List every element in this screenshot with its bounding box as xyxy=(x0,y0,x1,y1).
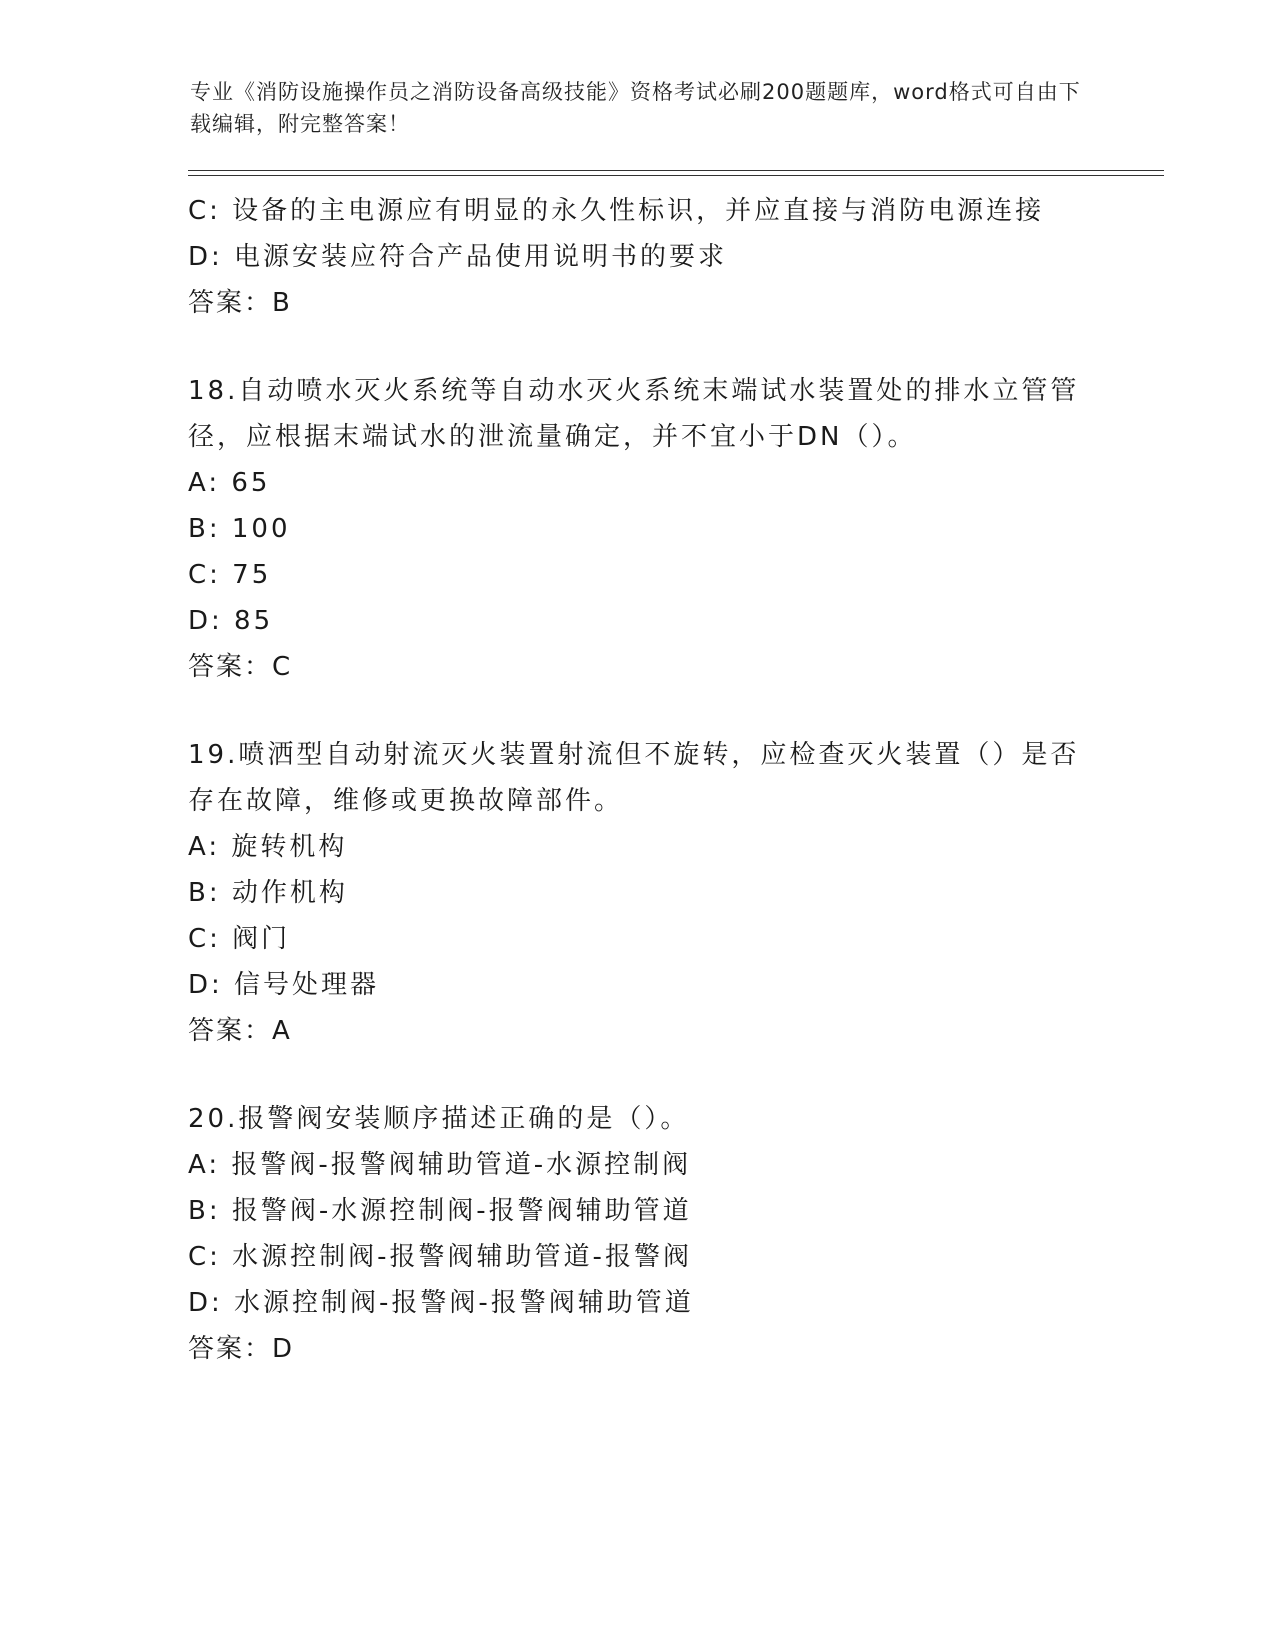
option-a: A: 65 xyxy=(188,468,271,498)
option-b: B: 报警阀-水源控制阀-报警阀辅助管道 xyxy=(188,1196,692,1226)
header-rule-top xyxy=(188,170,1164,171)
document-header: 专业《消防设施操作员之消防设备高级技能》资格考试必刷200题题库，word格式可自由下载编辑，附完整答案！ xyxy=(190,80,1081,136)
option-d: D: 信号处理器 xyxy=(188,970,380,1000)
option-d: D: 85 xyxy=(188,606,274,636)
option-b: B: 动作机构 xyxy=(188,878,348,908)
option-c: C: 设备的主电源应有明显的永久性标识，并应直接与消防电源连接 xyxy=(188,196,1045,226)
option-d: D: 水源控制阀-报警阀-报警阀辅助管道 xyxy=(188,1288,694,1318)
question-stem: 19.喷洒型自动射流灭火装置射流但不旋转，应检查灭火装置（）是否存在故障，维修或更换故障部件。 xyxy=(188,740,1080,816)
option-c: C: 阀门 xyxy=(188,924,291,954)
option-b: B: 100 xyxy=(188,514,291,544)
spacer xyxy=(188,1054,1128,1096)
spacer xyxy=(188,690,1128,732)
question-stem: 20.报警阀安装顺序描述正确的是（）。 xyxy=(188,1104,690,1134)
option-a: A: 旋转机构 xyxy=(188,832,348,862)
spacer xyxy=(188,326,1128,368)
option-c: C: 水源控制阀-报警阀辅助管道-报警阀 xyxy=(188,1242,692,1272)
answer-line: 答案：B xyxy=(188,288,292,318)
question-20 xyxy=(188,1096,1128,1372)
option-c: C: 75 xyxy=(188,560,272,590)
question-stem: 18.自动喷水灭火系统等自动水灭火系统末端试水装置处的排水立管管径，应根据末端试水的泄流量确定，并不宜小于DN（）。 xyxy=(188,376,1080,452)
option-a: A: 报警阀-报警阀辅助管道-水源控制阀 xyxy=(188,1150,692,1180)
question-18 xyxy=(188,368,1128,690)
option-d: D: 电源安装应符合产品使用说明书的要求 xyxy=(188,242,728,272)
question-content xyxy=(188,188,1128,1372)
answer-line: 答案：D xyxy=(188,1334,295,1364)
answer-line: 答案：A xyxy=(188,1016,292,1046)
answer-line: 答案：C xyxy=(188,652,293,682)
question-19 xyxy=(188,732,1128,1054)
continued-question xyxy=(188,188,1128,326)
header-rule-bottom xyxy=(188,175,1164,176)
